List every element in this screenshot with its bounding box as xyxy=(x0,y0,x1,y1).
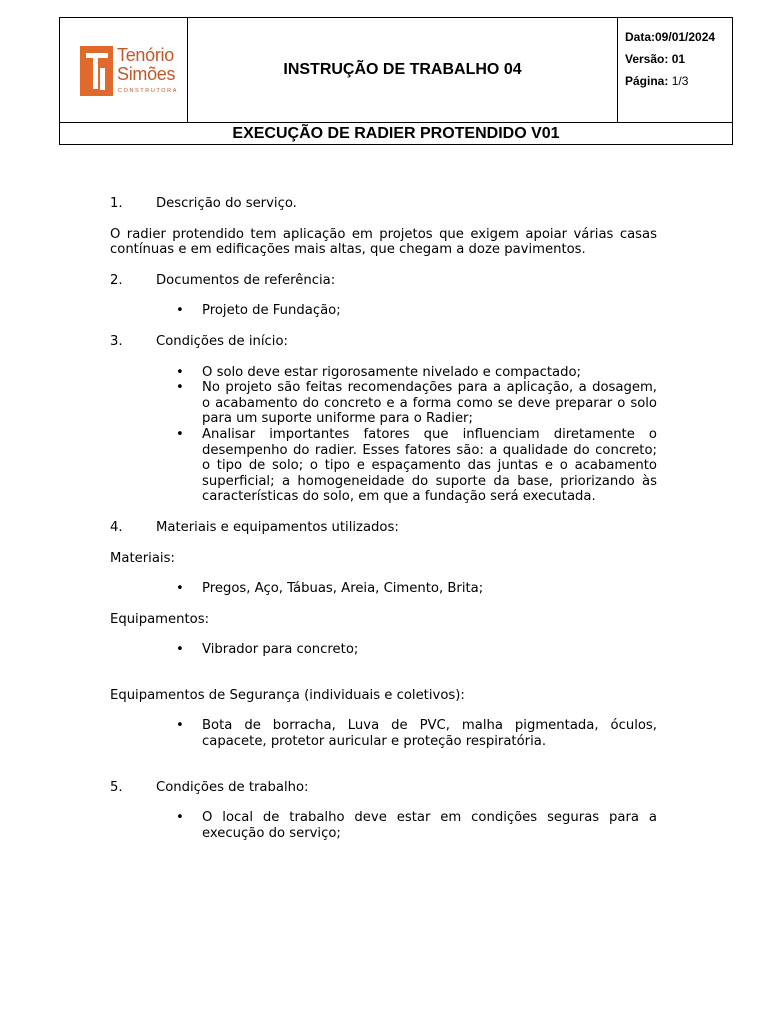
paragraph: O radier protendido tem aplicação em projetos que exigem apoiar várias casas contínuas e em edificações mais altas, que chegam a doze pavimentos. xyxy=(110,226,657,258)
section-heading: 4. Materiais e equipamentos utilizados: xyxy=(110,519,399,535)
document-title: INSTRUÇÃO DE TRABALHO 04 xyxy=(283,61,522,78)
bullet-list xyxy=(110,718,657,749)
list-item: • Pregos, Aço, Tábuas, Areia, Cimento, Brita; xyxy=(110,581,657,597)
bullet-list xyxy=(110,642,657,658)
document-date: Data:09/01/2024 xyxy=(625,30,716,44)
company-logo-subtitle: CONSTRUTORA xyxy=(118,88,178,94)
document-version: Versão: 01 xyxy=(625,52,686,66)
list-item: • Bota de borracha, Luva de PVC, malha pigmentada, óculos, capacete, protetor auricular e proteção respiratória. xyxy=(110,718,657,749)
list-item: • Vibrador para concreto; xyxy=(110,642,657,658)
bullet-list xyxy=(110,810,657,841)
bullet-list xyxy=(110,365,657,505)
section-heading: 1. Descrição do serviço. xyxy=(110,196,297,211)
document-page: Página: 1/3 xyxy=(625,74,689,88)
list-item: • Analisar importantes fatores que influenciam diretamente o desempenho do radier. Esses fatores são: a qualidade do concreto; o tipo de solo; o tipo e espaçamento das juntas e o acabamento superficial; a homogeneidade do suporte da base, priorizando às características do solo, em que a fundação será executada. xyxy=(110,427,657,505)
bullet-list xyxy=(110,303,657,319)
subtitle-row xyxy=(60,122,732,144)
company-logo-name: Tenório Simões xyxy=(117,45,176,84)
logo-cell xyxy=(60,18,188,122)
section-heading: 3. Condições de início: xyxy=(110,333,288,349)
list-item: • O solo deve estar rigorosamente nivelado e compactado; xyxy=(110,365,657,381)
materials-label: Materiais: xyxy=(110,550,175,566)
document-header xyxy=(59,17,733,145)
safety-label: Equipamentos de Segurança (individuais e coletivos): xyxy=(110,687,465,703)
list-item: • No projeto são feitas recomendações para a aplicação, a dosagem, o acabamento do concreto e a forma como se deve preparar o solo para um suporte uniforme para o Radier; xyxy=(110,380,657,427)
list-item: • Projeto de Fundação; xyxy=(110,303,657,319)
section-heading: 5. Condições de trabalho: xyxy=(110,779,309,795)
section-heading: 2. Documentos de referência: xyxy=(110,272,336,288)
document-body xyxy=(110,196,657,841)
company-logo-icon xyxy=(80,46,113,96)
document-subtitle: EXECUÇÃO DE RADIER PROTENDIDO V01 xyxy=(232,124,560,142)
bullet-list xyxy=(110,581,657,597)
info-cell xyxy=(618,18,732,122)
title-cell xyxy=(188,18,618,122)
list-item: • O local de trabalho deve estar em condições seguras para a execução do serviço; xyxy=(110,810,657,841)
equipment-label: Equipamentos: xyxy=(110,611,210,627)
